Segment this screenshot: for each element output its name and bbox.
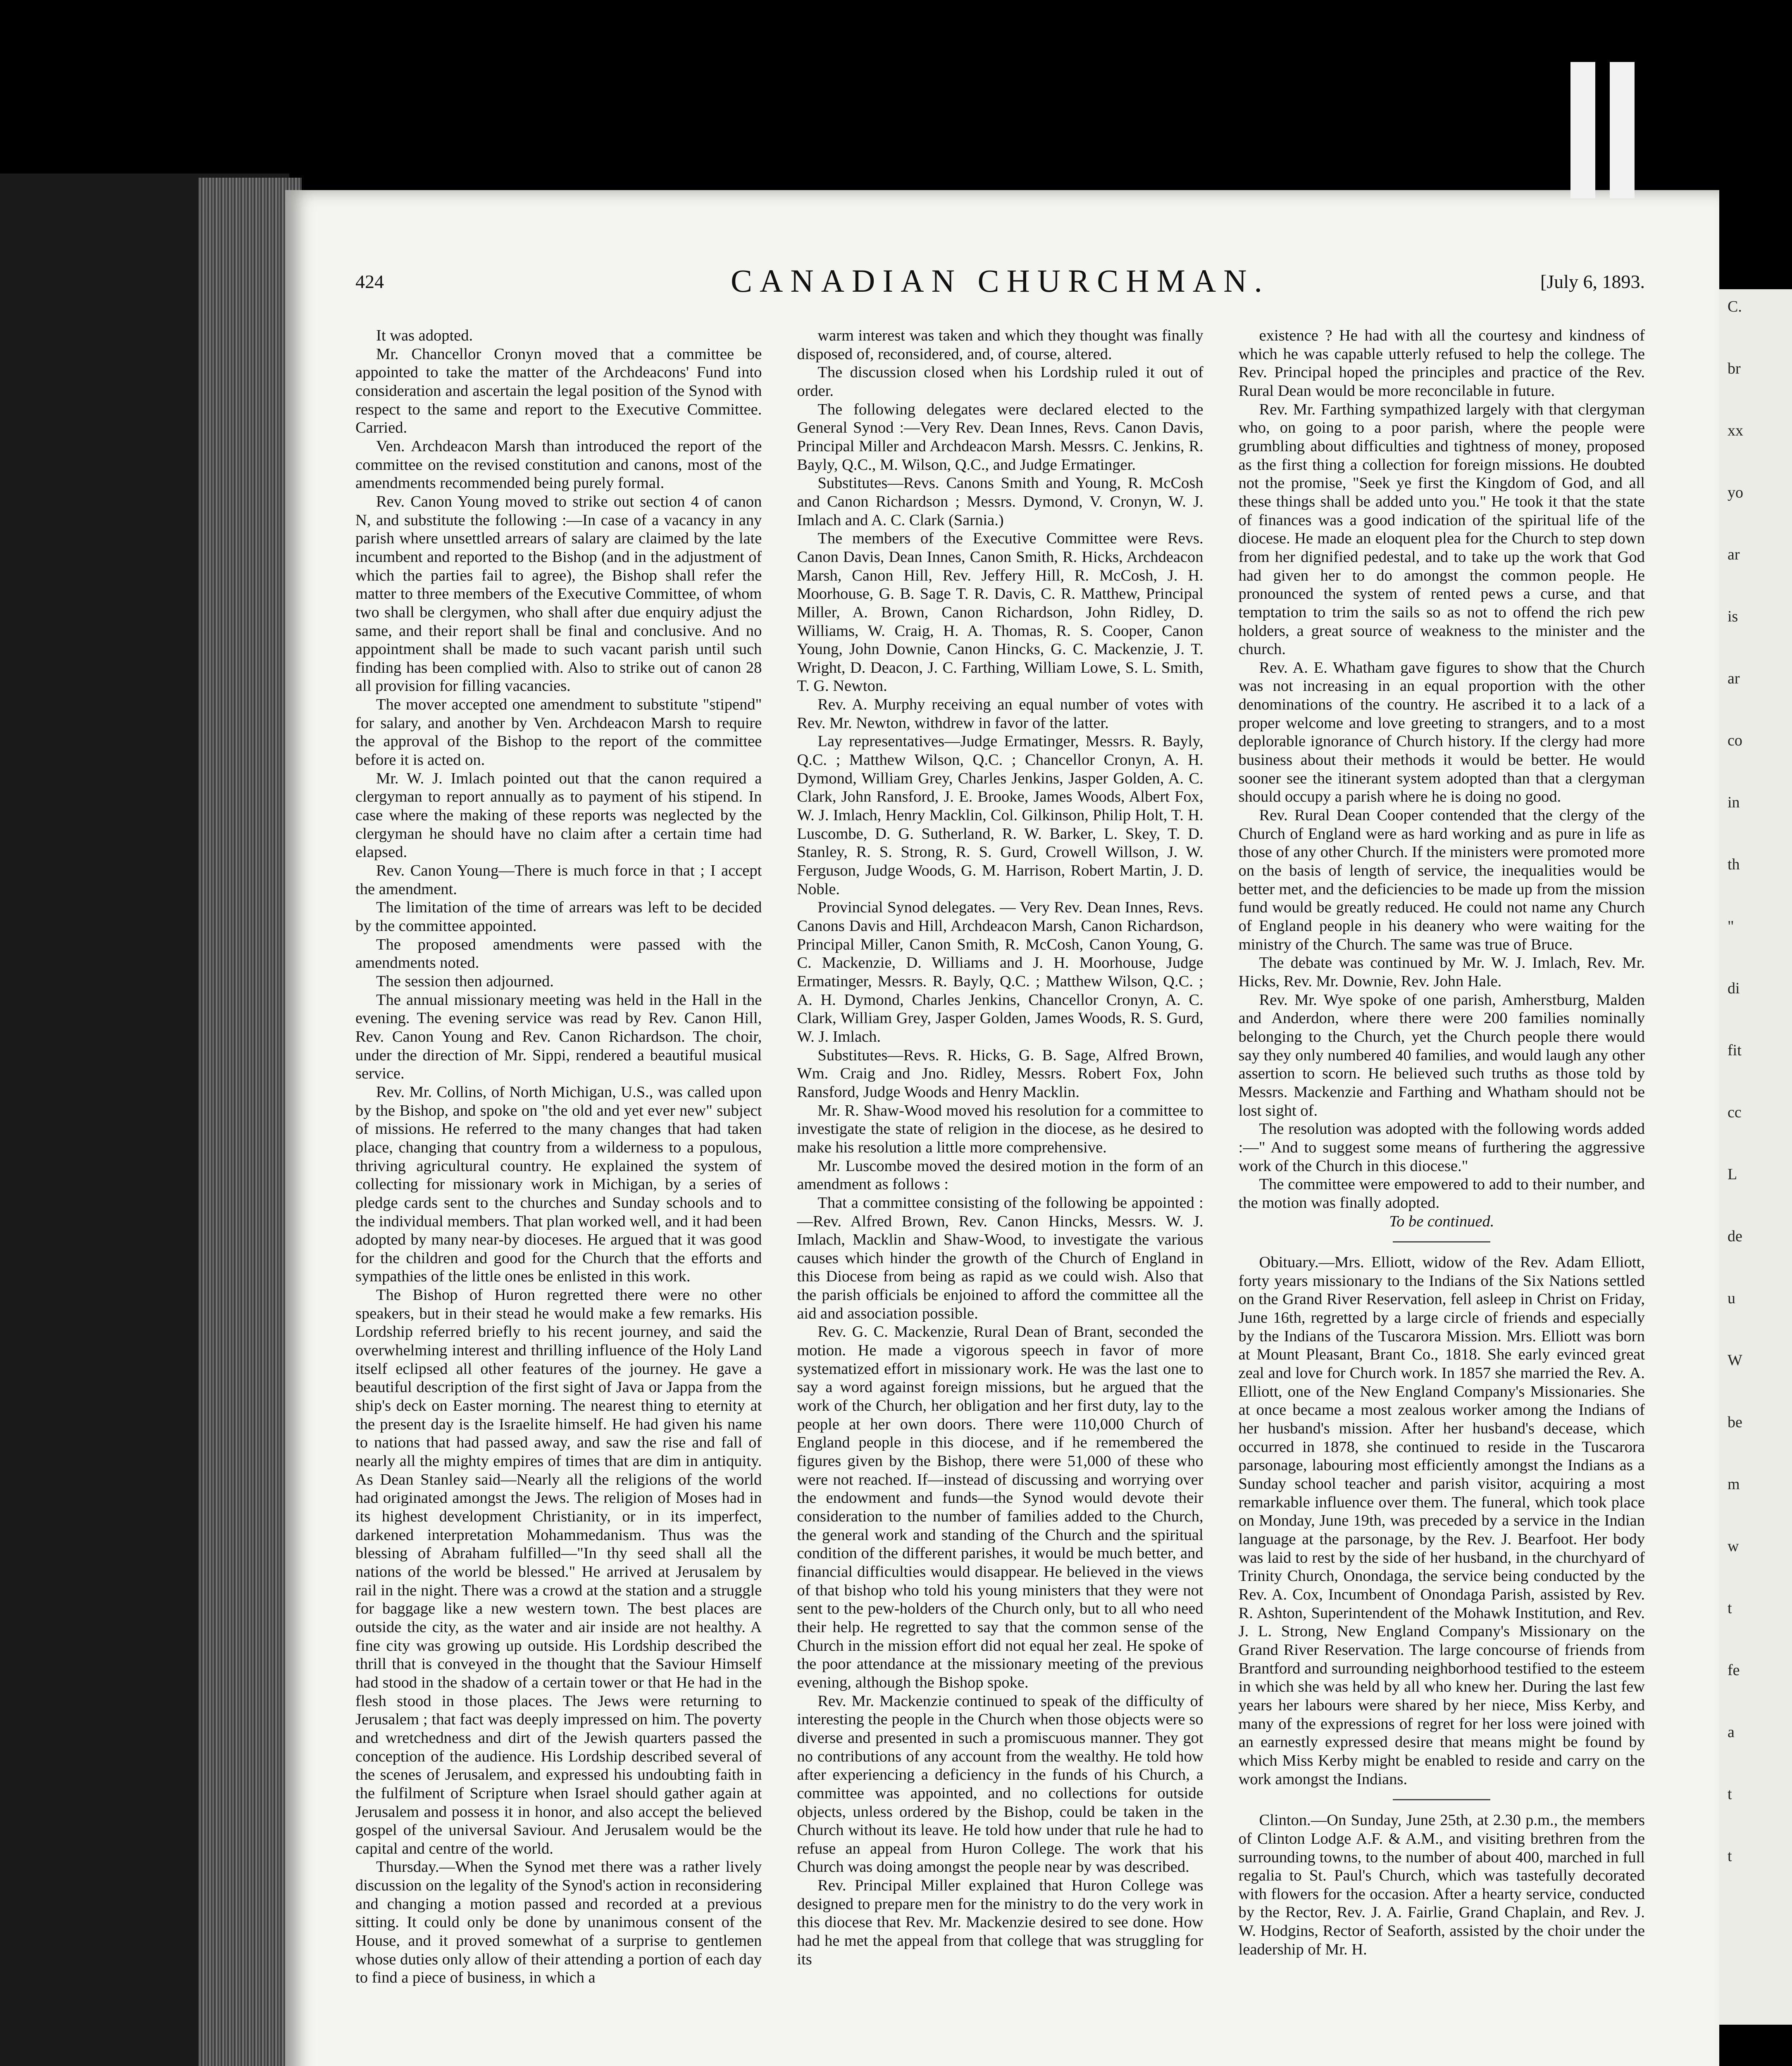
- scanner-bar-left: [1570, 62, 1595, 198]
- margin-fragment: fe: [1728, 1661, 1740, 1679]
- article-paragraph: Rev. Rural Dean Cooper contended that the clergy of the Church of England were as hard working and as pure in life as those of any other Church. If the ministers were promoted more on the basis of length of service, the inequalities would be better met, and the deficiencies to be made up from the mission fund would be greatly reduced. He could not name any Church of England people in his deanery who were waiting for the ministry of the Church. The same was true of Bruce.: [1238, 807, 1645, 953]
- margin-fragment: t: [1728, 1847, 1732, 1865]
- margin-fragment: th: [1728, 856, 1740, 873]
- article-paragraph: Thursday.—When the Synod met there was a rather lively discussion on the legality of the Synod's action in reconsidering and changing a motion passed and recorded at a previous sitting. It could only be done by unanimous consent of the House, and it proved somewhat of a surprise to gentlemen whose duties only allow of their attending a portion of each day to find a piece of business, in which a: [355, 1858, 762, 1987]
- margin-fragment: L: [1728, 1166, 1737, 1183]
- margin-fragment: W: [1728, 1352, 1742, 1369]
- margin-fragment: a: [1728, 1723, 1735, 1741]
- margin-fragment: u: [1728, 1290, 1735, 1307]
- article-paragraph: The discussion closed when his Lordship ruled it out of order.: [797, 364, 1203, 400]
- page-header: [355, 262, 1645, 308]
- obituary-paragraph: Obituary.—Mrs. Elliott, widow of the Rev. Adam Elliott, forty years missionary to the Indians of the Six Nations settled on the Grand River Reservation, fell asleep in Christ on Friday, June 16th, regretted by a large circle of friends and especially by the Indians of the Tuscarora Mission. Mrs. Elliott was born at Mount Pleasant, Brant Co., 1818. She early evinced great zeal and love for Church work. In 1857 she married the Rev. A. Elliott, one of the New England Company's Missionaries. She at once became a most zealous worker among the Indians of her husband's mission. After her husband's decease, which occurred in 1878, she continued to reside in the Tuscarora parsonage, labouring most efficiently amongst the Indians as a Sunday school teacher and parish visitor, acquiring a most remarkable influence over them. The funeral, which took place on Monday, June 19th, was preceded by a service in the Indian language at the parsonage, by the Rev. J. Bearfoot. Her body was laid to rest by the side of her husband, in the churchyard of Trinity Church, Onondaga, the service being conducted by the Rev. A. Cox, Incumbent of Onondaga Parish, assisted by Rev. R. Ashton, Superintendent of the Mohawk Institution, and Rev. J. L. Strong, New England Company's Missionary on the Grand River Reservation. The large concourse of friends from Brantford and surrounding neighborhood testified to the esteem in which she was held by all who knew her. During the last few years her labours were shared by her niece, Miss Kerby, and many of the expressions of regret for her loss were joined with an earnestly expressed desire that means might be found by which Miss Kerby might be enabled to reside and carry on the work amongst the Indians.: [1238, 1254, 1645, 1788]
- margin-fragment: C.: [1728, 298, 1742, 315]
- article-paragraph: Rev. Mr. Mackenzie continued to speak of the difficulty of interesting the people in the Church when those objects were so diverse and presented in such a promiscuous manner. They got no contributions of any account from the wealthy. He told how after experiencing a deficiency in the funds of his Church, a committee was appointed, and no collections for outside objects, unless ordered by the Bishop, could be taken in the Church without its leave. He told how under that rule he had to refuse an appeal from Huron College. The work that his Church was doing amongst the people near by was described.: [797, 1692, 1203, 1876]
- article-paragraph: Rev. Mr. Wye spoke of one parish, Amherstburg, Malden and Anderdon, where there were 200 families nominally belonging to the Church, yet the Church people there would say they only numbered 40 families, and would laugh any other assertion to scorn. He believed such truths as those told by Messrs. Mackenzie and Farthing and Whatham should not be lost sight of.: [1238, 991, 1645, 1119]
- article-paragraph: existence ? He had with all the courtesy and kindness of which he was capable utterly refused to help the college. The Rev. Principal hoped the principles and practice of the Rev. Rural Dean would be more reconcilable in future.: [1238, 327, 1645, 400]
- article-paragraph: Mr. Luscombe moved the desired motion in the form of an amendment as follows :: [797, 1157, 1203, 1193]
- article-paragraph: The following delegates were declared elected to the General Synod :—Very Rev. Dean Innes, Revs. Canon Davis, Principal Miller and Archdeacon Marsh. Messrs. C. Jenkins, R. Bayly, Q.C., M. Wilson, Q.C., and Judge Ermatinger.: [797, 400, 1203, 474]
- article-paragraph: Rev. Principal Miller explained that Huron College was designed to prepare men for the ministry to do the very work in this diocese that Rev. Mr. Mackenzie desired to see done. How had he met the appeal from that college that was struggling for its: [797, 1877, 1203, 1968]
- article-paragraph: Lay representatives—Judge Ermatinger, Messrs. R. Bayly, Q.C. ; Matthew Wilson, Q.C. ; Chancellor Cronyn, A. H. Dymond, William Grey, Charles Jenkins, Jasper Golden, A. C. Clark, John Ransford, J. E. Brooke, James Woods, Albert Fox, W. J. Imlach, Henry Macklin, Col. Gilkinson, Philip Holt, T. H. Luscombe, D. G. Sutherland, R. W. Barker, L. Skey, T. D. Stanley, R. S. Strong, R. S. Gurd, Crowell Willson, J. W. Ferguson, Judge Woods, G. M. Harrison, Robert Martin, J. D. Noble.: [797, 733, 1203, 898]
- article-paragraph: warm interest was taken and which they thought was finally disposed of, reconsidered, and, of course, altered.: [797, 327, 1203, 363]
- article-paragraph: Provincial Synod delegates. — Very Rev. Dean Innes, Revs. Canons Davis and Hill, Archdeacon Marsh, Canon Richardson, Principal Miller, Canon Smith, R. McCosh, Canon Young, G. C. Mackenzie, D. Williams and J. H. Moorhouse, Judge Ermatinger, Messrs. R. Bayly, Q.C. ; Matthew Wilson, Q.C. ; A. H. Dymond, Charles Jenkins, Chancellor Cronyn, A. C. Clark, William Grey, Jasper Golden, James Woods, R. S. Gurd, W. J. Imlach.: [797, 899, 1203, 1045]
- article-paragraph: Rev. A. E. Whatham gave figures to show that the Church was not increasing in an equal proportion with the other denominations of the country. He ascribed it to a lack of a proper welcome and love greeting to strangers, and to a most deplorable ignorance of Church history. If the clergy had more business about their methods it would be better. He would sooner see the itinerant system adopted than that a clergyman should occupy a parish where he is doing no good.: [1238, 659, 1645, 806]
- article-paragraph: Rev. Mr. Farthing sympathized largely with that clergyman who, on going to a poor parish, where the people were grumbling about difficulties and tightness of money, proposed as the first thing a collection for foreign missions. He doubted not the promise, "Seek ye first the Kingdom of God, and all these things shall be added unto you." He took it that the state of finances was a good indication of the spiritual life of the diocese. He made an eloquent plea for the Church to step down from her dignified pedestal, and to take up the work that God had given her to do amongst the common people. He pronounced the system of rented pews a curse, and that temptation to trim the sails so as not to offend the rich pew holders, a great source of weakness to the minister and the church.: [1238, 400, 1645, 658]
- article-paragraph: That a committee consisting of the following be appointed :—Rev. Alfred Brown, Rev. Canon Hincks, Messrs. W. J. Imlach, Macklin and Shaw-Wood, to investigate the various causes which hinder the growth of the Church of England in this Diocese from being as rapid as we could wish. Also that the parish officials be enjoined to afford the committee all the aid and association possible.: [797, 1194, 1203, 1322]
- margin-fragment: m: [1728, 1476, 1740, 1493]
- article-paragraph: Mr. R. Shaw-Wood moved his resolution for a committee to investigate the state of religion in the diocese, as he desired to make his resolution a little more comprehensive.: [797, 1102, 1203, 1156]
- margin-fragment: in: [1728, 794, 1740, 811]
- margin-fragment: cc: [1728, 1104, 1742, 1121]
- article-paragraph: It was adopted.: [376, 327, 473, 344]
- scanner-bar-right: [1610, 62, 1635, 198]
- article-paragraph: Rev. A. Murphy receiving an equal number of votes with Rev. Mr. Newton, withdrew in favor of the latter.: [797, 696, 1203, 732]
- margin-fragment: fit: [1728, 1042, 1742, 1059]
- article-paragraph: Rev. G. C. Mackenzie, Rural Dean of Brant, seconded the motion. He made a vigorous speech in favor of more systematized effort in missionary work. He was the last one to say a word against foreign missions, but he argued that the work of the Church, her obligation and her first duty, lay to the people at her own doors. There were 110,000 Church of England people in this diocese, and if he remembered the figures given by the Bishop, there were 51,000 of these who were not reached. If—instead of discussing and worrying over the endowment and funds—the Synod would devote their consideration to the number of families added to the Church, the general work and standing of the Church and the spiritual condition of the different parishes, it would be much better, and financial difficulties would disappear. He believed in the views of that bishop who told his young ministers that they were not sent to the pew-holders of the Church only, but to all who need their help. He regretted to say that the common sense of the Church in the mission effort did not equal her zeal. He spoke of the poor attendance at the missionary meeting of the previous evening, although the Bishop spoke.: [797, 1323, 1203, 1691]
- margin-fragment: ": [1728, 918, 1734, 935]
- article-paragraph: The resolution was adopted with the following words added :—" And to suggest some means of furthering the aggressive work of the Church in this diocese.": [1238, 1120, 1645, 1175]
- margin-fragment: be: [1728, 1414, 1742, 1431]
- to-be-continued: To be continued.: [1389, 1212, 1494, 1230]
- margin-fragment: t: [1728, 1785, 1732, 1803]
- article-paragraph: Rev. Mr. Collins, of North Michigan, U.S., was called upon by the Bishop, and spoke on "the old and yet ever new" subject of missions. He referred to the many changes that had taken place, changing that country from a wilderness to a populous, thriving agricultural country. He explained the system of collecting for missionary work in Michigan, by a series of pledge cards sent to the churches and Sunday schools and to the individual members. That plan worked well, and it had been adopted by many near-by dioceses. He argued that it was good for the children and good for the Church that the efforts and sympathies of the little ones be enlisted in this work.: [355, 1083, 762, 1285]
- article-paragraph: The members of the Executive Committee were Revs. Canon Davis, Dean Innes, Canon Smith, R. Hicks, Archdeacon Marsh, Canon Hill, Rev. Jeffery Hill, R. McCosh, J. H. Moorhouse, G. B. Sage T. R. Davis, C. R. Matthew, Principal Miller, A. Brown, Canon Richardson, John Ridley, D. Williams, W. Craig, H. A. Thomas, R. S. Cooper, Canon Young, John Downie, Canon Hincks, G. C. Mackenzie, J. T. Wright, D. Deacon, J. C. Farthing, William Lowe, S. L. Smith, T. G. Newton.: [797, 530, 1203, 695]
- margin-fragment: di: [1728, 980, 1740, 997]
- section-divider: [1393, 1799, 1490, 1800]
- column-right: [1239, 326, 1645, 2066]
- margin-fragment: br: [1728, 360, 1741, 377]
- article-paragraph: Ven. Archdeacon Marsh than introduced the report of the committee on the revised constitution and canons, most of the amendments recommended being purely formal.: [355, 437, 762, 492]
- article-paragraph: The proposed amendments were passed with the amendments noted.: [355, 935, 762, 972]
- margin-fragment: co: [1728, 732, 1742, 749]
- article-paragraph: The limitation of the time of arrears was left to be decided by the committee appointed.: [355, 899, 762, 935]
- article-paragraph: Rev. Canon Young moved to strike out section 4 of canon N, and substitute the following :—In case of a vacancy in any parish where unsettled arrears of salary are claimed by the late incumbent and reported to the Bishop (and in the adjustment of which the parties fail to agree), the Bishop shall refer the matter to three members of the Executive Committee, of whom two shall be clergymen, who shall after due enquiry adjust the same, and their report shall be final and conclusive. And no appointment shall be made to such vacant parish until such finding has been complied with. Also to strike out of canon 28 all provision for filling vacancies.: [355, 493, 762, 695]
- article-paragraph: Substitutes—Revs. R. Hicks, G. B. Sage, Alfred Brown, Wm. Craig and Jno. Ridley, Messrs. Robert Fox, John Ransford, Judge Woods and Henry Macklin.: [797, 1046, 1203, 1101]
- margin-fragment: is: [1728, 608, 1738, 625]
- article-paragraph: The debate was continued by Mr. W. J. Imlach, Rev. Mr. Hicks, Rev. Mr. Downie, Rev. John Hale.: [1238, 954, 1645, 990]
- article-paragraph: Rev. Canon Young—There is much force in that ; I accept the amendment.: [355, 862, 762, 898]
- margin-fragment: de: [1728, 1228, 1742, 1245]
- margin-fragment: w: [1728, 1538, 1739, 1555]
- article-paragraph: The annual missionary meeting was held in the Hall in the evening. The evening service was read by Rev. Canon Hill, Rev. Canon Young and Rev. Canon Richardson. The choir, under the direction of Mr. Sippi, rendered a beautiful musical service.: [355, 991, 762, 1083]
- margin-fragment: yo: [1728, 484, 1743, 501]
- synod-report-continuation: [1239, 326, 1645, 1212]
- clinton-paragraph: Clinton.—On Sunday, June 25th, at 2.30 p.m., the members of Clinton Lodge A.F. & A.M., and visiting brethren from the surrounding towns, to the number of about 400, marched in full regalia to St. Paul's Church, which was tastefully decorated with flowers for the occasion. After a hearty service, conducted by the Rector, Rev. J. A. Fairlie, Grand Chaplain, and Rev. J. W. Hodgins, Rector of Seaforth, assisted by the choir under the leadership of Mr. H.: [1238, 1811, 1645, 1958]
- column-middle: [797, 326, 1203, 2066]
- newspaper-page: [285, 190, 1719, 2066]
- masthead-title: CANADIAN CHURCHMAN.: [730, 263, 1270, 299]
- section-divider: [1393, 1241, 1490, 1242]
- issue-date: [July 6, 1893.: [1540, 271, 1645, 292]
- margin-fragment: t: [1728, 1599, 1732, 1617]
- article-paragraph: Substitutes—Revs. Canons Smith and Young, R. McCosh and Canon Richardson ; Messrs. Dymond, V. Cronyn, W. J. Imlach and A. C. Clark (Sarnia.): [797, 474, 1203, 529]
- article-paragraph: The committee were empowered to add to their number, and the motion was finally adopted.: [1238, 1176, 1645, 1212]
- margin-fragment: ar: [1728, 546, 1740, 563]
- column-left: [355, 326, 762, 2066]
- article-paragraph: The session then adjourned.: [376, 972, 554, 990]
- margin-fragment: ar: [1728, 670, 1740, 687]
- article-paragraph: Mr. W. J. Imlach pointed out that the canon required a clergyman to report annually as to payment of his stipend. In case where the making of these reports was neglected by the clergyman he should have no claim after a certain time had elapsed.: [355, 769, 762, 861]
- article-paragraph: The Bishop of Huron regretted there were no other speakers, but in their stead he would make a few remarks. His Lordship referred briefly to his recent journey, and said the overwhelming interest and thrilling influence of the Holy Land itself eclipsed all other features of the journey. He gave a beautiful description of the first sight of Java or Jappa from the ship's deck on Easter morning. The nearest thing to eternity at the present day is the Israelite himself. He had given his name to nations that had passed away, and saw the rise and fall of nearly all the mighty empires of times that are dim in antiquity. As Dean Stanley said—Nearly all the religions of the world had originated amongst the Jews. The religion of Moses had in its highest development Christianity, or in its imperfect, darkened interpretation Mohammedanism. Thus was the blessing of Abraham fulfilled—"In thy seed shall all the nations of the world be blessed." He arrived at Jerusalem by rail in the night. There was a crowd at the station and a struggle for baggage like a new western town. The best places are outside the city, as the water and air inside are not healthy. A fine city was growing up outside. His Lordship described the thrill that is conveyed in the thought that the Saviour Himself had stood in the shadow of a certain tower or that He had in the flesh stood in those places. The Jews were returning to Jerusalem ; that fact was deeply impressed on him. The poverty and wretchedness and dirt of the Jewish quarters passed the conception of the audience. His Lordship described several of the scenes of Jerusalem, and expressed his undoubting faith in the fulfilment of Scripture when Israel should gather again at Jerusalem and possess it in honor, and also accept the believed gospel of the universal Saviour. And Jerusalem would be the capital and centre of the world.: [355, 1286, 762, 1857]
- article-paragraph: Mr. Chancellor Cronyn moved that a committee be appointed to take the matter of the Archdeacons' Fund into consideration and ascertain the legal position of the Synod with respect to the same and report to the Executive Committee. Carried.: [355, 345, 762, 437]
- margin-fragment: xx: [1728, 422, 1743, 439]
- page-number: 424: [355, 271, 384, 292]
- article-paragraph: The mover accepted one amendment to substitute "stipend" for salary, and another by Ven. Archdeacon Marsh to require the approval of the Bishop to the report of the committee before it is acted on.: [355, 696, 762, 769]
- article-columns: [355, 326, 1645, 2066]
- adjacent-page-fragment: [1719, 289, 1792, 2025]
